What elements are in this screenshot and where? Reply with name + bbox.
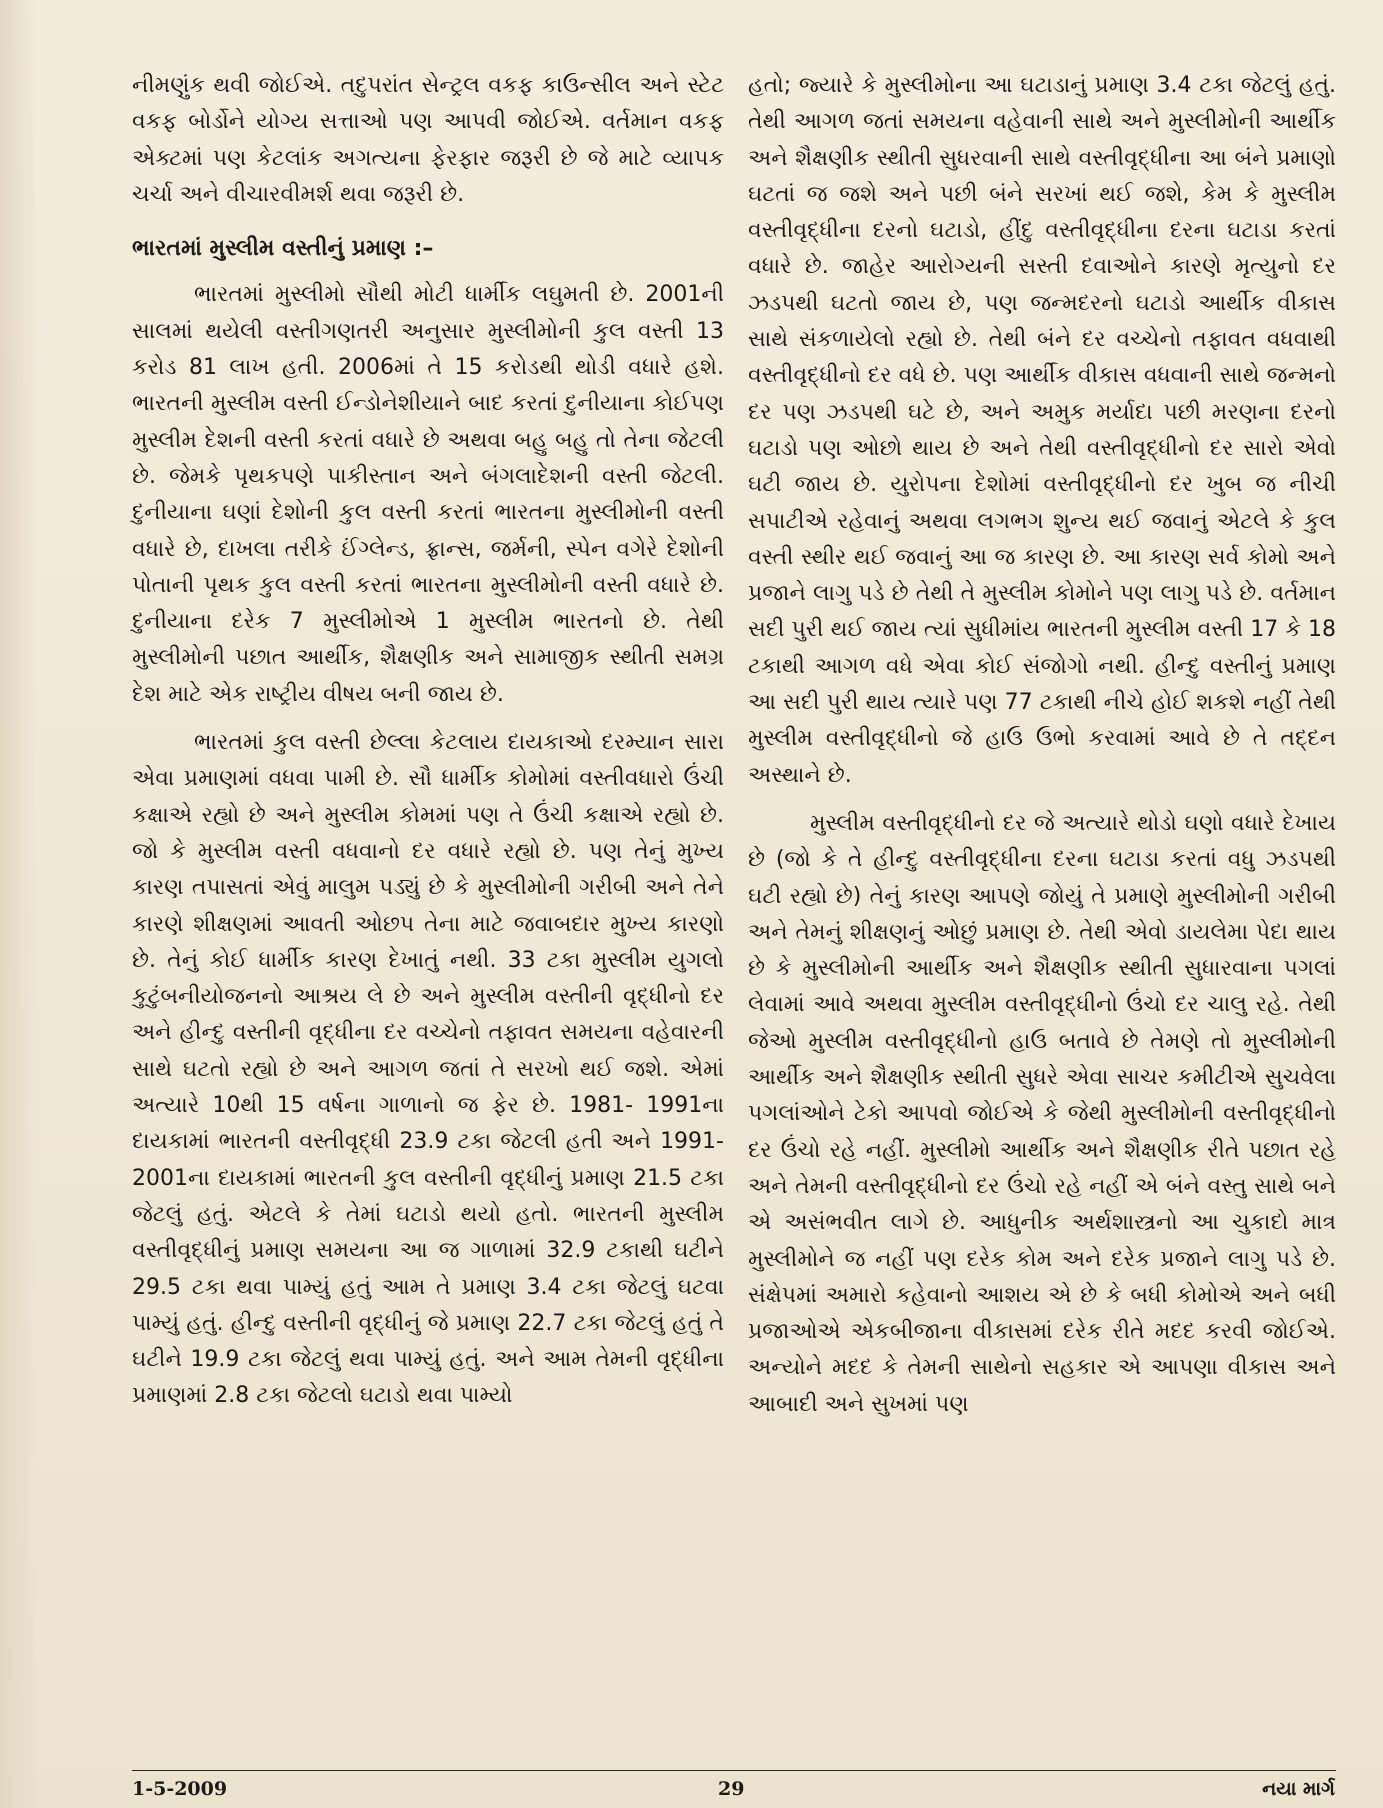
left-column — [132, 68, 724, 1415]
section-heading: ભારતમાં મુસ્લીમ વસ્તીનું પ્રમાણ :– — [132, 236, 434, 262]
footer-rule — [132, 1770, 1336, 1771]
paragraph: ભારતમાં કુલ વસ્તી છેલ્લા કેટલાય દાયકાઓ દરમ્યાન સારા એવા પ્રમાણમાં વધવા પામી છે. સૌ ધાર્મીક કોમોમાં વસ્તીવધારો ઉંચી કક્ષાએ રહ્યો છે અને મુસ્લીમ કોમમાં પણ તે ઉંચી કક્ષાએ રહ્યો છે. જો કે મુસ્લીમ વસ્તી વધવાનો દર વધારે રહ્યો છે. પણ તેનું મુખ્ય કારણ તપાસતાં એવું માલુમ પડ્યું છે કે મુસ્લીમોની ગરીબી અને તેને કારણે શીક્ષણમાં આવતી ઓછપ તેના માટે જવાબદાર મુખ્ય કારણો છે. તેનું કોઈ ધાર્મીક કારણ દેખાતું નથી. 33 ટકા મુસ્લીમ યુગલો કુટુંબનીયોજનનો આશ્રય લે છે અને મુસ્લીમ વસ્તીની વૃદ્ધીનો દર અને હીન્દુ વસ્તીની વૃદ્ધીના દર વચ્ચેનો તફાવત સમયના વહેવારની સાથે ઘટતો રહ્યો છે અને આગળ જતાં તે સરખો થઈ જશે. એમાં અત્યારે 10થી 15 વર્ષના ગાળાનો જ ફેર છે. 1981- 1991ના દાયકામાં ભારતની વસ્તીવૃદ્ધી 23.9 ટકા જેટલી હતી અને 1991-2001ના દાયકામાં ભારતની કુલ વસ્તીની વૃદ્ધીનું પ્રમાણ 21.5 ટકા જેટલું હતું. એટલે કે તેમાં ઘટાડો થયો હતો. ભારતની મુસ્લીમ વસ્તીવૃદ્ધીનું પ્રમાણ સમયના આ જ ગાળામાં 32.9 ટકાથી ઘટીને 29.5 ટકા થવા પામ્યું હતું આમ તે પ્રમાણ 3.4 ટકા જેટલું ઘટવા પામ્યું હતું. હીન્દુ વસ્તીની વૃદ્ધીનું જે પ્રમાણ 22.7 ટકા જેટલું હતું તે ઘટીને 19.9 ટકા જેટલું થવા પામ્યું હતું. અને આમ તેમની વૃદ્ધીના પ્રમાણમાં 2.8 ટકા જેટલો ઘટાડો થવા પામ્યો — [132, 730, 724, 1409]
issue-date: 1-5-2009 — [132, 1778, 228, 1800]
paragraph: મુસ્લીમ વસ્તીવૃદ્ધીનો દર જે અત્યારે થોડો ઘણો વધારે દેખાય છે (જો કે તે હીન્દુ વસ્તીવૃદ્ધીના દરના ઘટાડા કરતાં વધુ ઝડપથી ઘટી રહ્યો છે) તેનું કારણ આપણે જોયું તે પ્રમાણે મુસ્લીમોની ગરીબી અને તેમનું શીક્ષણનું ઓછું પ્રમાણ છે. તેથી એવો ડાયલેમા પેદા થાય છે કે મુસ્લીમોની આર્થીક અને શૈક્ષણીક સ્થીતી સુધારવાના પગલાં લેવામાં આવે અથવા મુસ્લીમ વસ્તીવૃદ્ધીનો ઉંચો દર ચાલુ રહે. તેથી જેઓ મુસ્લીમ વસ્તીવૃદ્ધીનો હાઉ બતાવે છે તેમણે તો મુસ્લીમોની આર્થીક અને શૈક્ષણીક સ્થીતી સુધરે એવા સાચર કમીટીએ સુચવેલા પગલાંઓને ટેકો આપવો જોઈએ કે જેથી મુસ્લીમોની વસ્તીવૃદ્ધીનો દર ઉંચો રહે નહીં. મુસ્લીમો આર્થીક અને શૈક્ષણીક રીતે પછાત રહે અને તેમની વસ્તીવૃદ્ધીનો દર ઉંચો રહે નહીં એ બંને વસ્તુ સાથે બને એ અસંભવીત લાગે છે. આધુનીક અર્થશાસ્ત્રનો આ ચુકાદો માત્ર મુસ્લીમોને જ નહીં પણ દરેક કોમ અને દરેક પ્રજાને લાગુ પડે છે. સંક્ષેપમાં અમારો કહેવાનો આશય એ છે કે બધી કોમોએ અને બધી પ્રજાઓએ એકબીજાના વીકાસમાં દરેક રીતે મદદ કરવી જોઈએ. અન્યોને મદદ કે તેમની સાથેનો સહકાર એ આપણા વીકાસ અને આબાદી અને સુખમાં પણ — [748, 810, 1336, 1417]
page-number: 29 — [718, 1778, 745, 1800]
paragraph-continuation: હતો; જ્યારે કે મુસ્લીમોના આ ઘટાડાનું પ્રમાણ 3.4 ટકા જેટલું હતું. તેથી આગળ જતાં સમયના વહેવાની સાથે અને મુસ્લીમોની આર્થીક અને શૈક્ષણીક સ્થીતી સુધરવાની સાથે વસ્તીવૃદ્ધીના આ બંને પ્રમાણો ઘટતાં જ જશે અને પછી બંને સરખાં થઈ જશે, કેમ કે મુસ્લીમ વસ્તીવૃદ્ધીના દરનો ઘટાડો, હીંદુ વસ્તીવૃદ્ધીના દરના ઘટાડા કરતાં વધારે છે. જાહેર આરોગ્યની સસ્તી દવાઓને કારણે મૃત્યુનો દર ઝડપથી ઘટતો જાય છે, પણ જન્મદરનો ઘટાડો આર્થીક વીકાસ સાથે સંકળાયેલો રહ્યો છે. તેથી બંને દર વચ્ચેનો તફાવત વધવાથી વસ્તીવૃદ્ધીનો દર વધે છે. પણ આર્થીક વીકાસ વધવાની સાથે જન્મનો દર પણ ઝડપથી ઘટે છે, અને અમુક મર્યાદા પછી મરણના દરનો ઘટાડો પણ ઓછો થાય છે અને તેથી વસ્તીવૃદ્ધીનો દર સારો એવો ઘટી જાય છે. યુરોપના દેશોમાં વસ્તીવૃદ્ધીનો દર ખુબ જ નીચી સપાટીએ રહેવાનું અથવા લગભગ શુન્ય થઈ જવાનું એટલે કે કુલ વસ્તી સ્થીર થઈ જવાનું આ જ કારણ છે. આ કારણ સર્વ કોમો અને પ્રજાને લાગુ પડે છે તેથી તે મુસ્લીમ કોમોને પણ લાગુ પડે છે. વર્તમાન સદી પુરી થઈ જાય ત્યાં સુધીમાંય ભારતની મુસ્લીમ વસ્તી 17 કે 18 ટકાથી આગળ વધે એવા કોઈ સંજોગો નથી. હીન્દુ વસ્તીનું પ્રમાણ આ સદી પુરી થાય ત્યારે પણ 77 ટકાથી નીચે હોઈ શકશે નહીં તેથી મુસ્લીમ વસ્તીવૃદ્ધીનો જે હાઉ ઉભો કરવામાં આવે છે તે તદ્દન અસ્થાને છે. — [748, 73, 1336, 788]
paragraph-continuation: નીમણુંક થવી જોઈએ. તદુપરાંત સેન્ટ્રલ વકફ કાઉન્સીલ અને સ્ટેટ વકફ બોર્ડોને યોગ્ય સત્તાઓ પણ આપવી જોઈએ. વર્તમાન વકફ એક્ટમાં પણ કેટલાંક અગત્યના ફેરફાર જરૂરી છે જે માટે વ્યાપક ચર્ચા અને વીચારવીમર્શ થવા જરૂરી છે. — [132, 73, 724, 207]
page-edge-shadow — [0, 0, 38, 1808]
paragraph: ભારતમાં મુસ્લીમો સૌથી મોટી ધાર્મીક લઘુમતી છે. 2001ની સાલમાં થયેલી વસ્તીગણતરી અનુસાર મુસ્લીમોની કુલ વસ્તી 13 કરોડ 81 લાખ હતી. 2006માં તે 15 કરોડથી થોડી વધારે હશે. ભારતની મુસ્લીમ વસ્તી ઈન્ડોનેશીયાને બાદ કરતાં દુનીયાના કોઈપણ મુસ્લીમ દેશની વસ્તી કરતાં વધારે છે અથવા બહુ બહુ તો તેના જેટલી છે. જેમકે પૃથકપણે પાકીસ્તાન અને બંગલાદેશની વસ્તી જેટલી. દુનીયાના ઘણાં દેશોની કુલ વસ્તી કરતાં ભારતના મુસ્લીમોની વસ્તી વધારે છે, દાખલા તરીકે ઈંગ્લેન્ડ, ફ્રાન્સ, જર્મની, સ્પેન વગેરે દેશોની પોતાની પૃથક કુલ વસ્તી કરતાં ભારતના મુસ્લીમોની વસ્તી વધારે છે. દુનીયાના દરેક 7 મુસ્લીમોએ 1 મુસ્લીમ ભારતનો છે. તેથી મુસ્લીમોની પછાત આર્થીક, શૈક્ષણીક અને સામાજીક સ્થીતી સમગ્ર દેશ માટે એક રાષ્ટ્રીય વીષય બની જાય છે. — [132, 282, 724, 707]
right-column — [748, 68, 1336, 1423]
magazine-name: નયા માર્ગ — [1262, 1778, 1335, 1800]
